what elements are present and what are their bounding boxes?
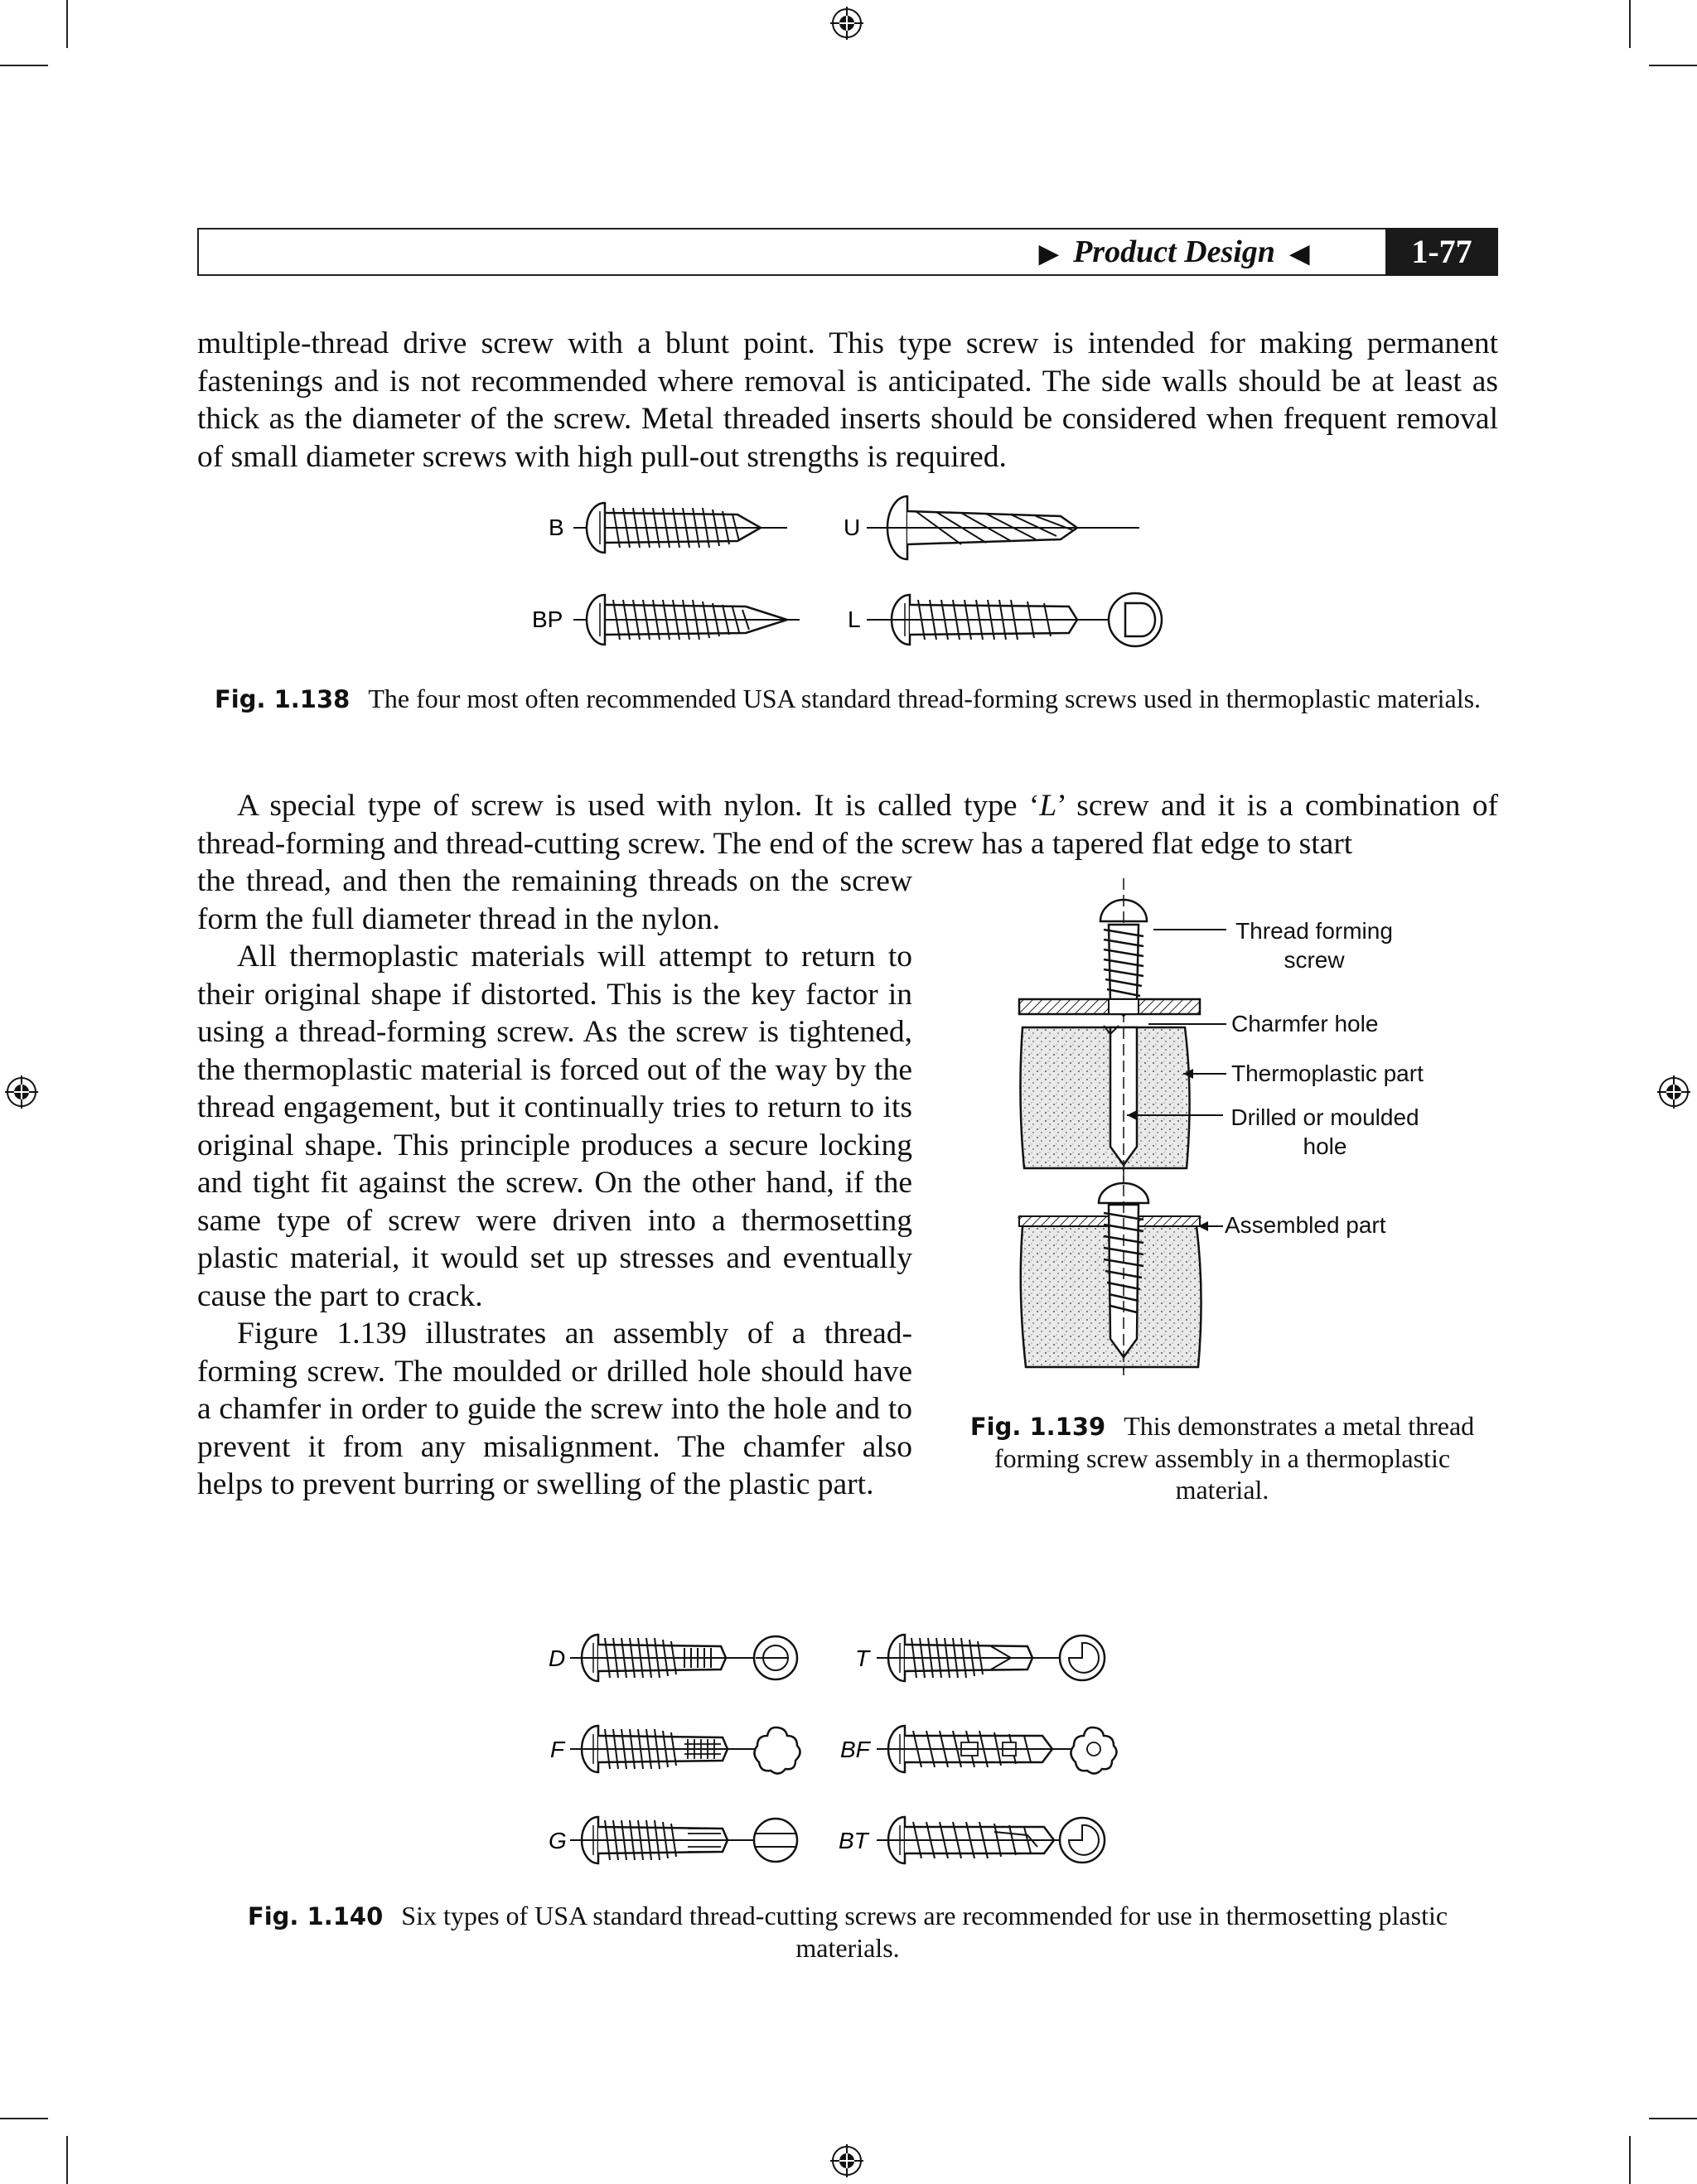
- paragraph-l-screw: [197, 787, 1498, 862]
- registration-mark-icon: [830, 2144, 863, 2177]
- fig138-caption-text: The four most often recommended USA standard thread-forming screws used in thermoplastic materials.: [368, 684, 1482, 713]
- left-column: [197, 862, 912, 1504]
- callout-drilled-hole-line-2: hole: [1303, 1133, 1347, 1159]
- callout-thread-forming-line-1: Thread forming: [1235, 918, 1393, 944]
- section-title-text: Product Design: [1073, 234, 1275, 269]
- callout-chamfer-hole: Charmfer hole: [1231, 1011, 1379, 1036]
- right-triangle-icon: ▶: [1039, 240, 1059, 268]
- section-title: [1024, 232, 1324, 272]
- screw-b-label: B: [549, 515, 564, 540]
- assembled-part: [1019, 1168, 1201, 1375]
- registration-mark-icon: [830, 7, 863, 40]
- crop-mark: [0, 65, 48, 66]
- registration-mark-icon: [1657, 1075, 1690, 1109]
- fig139-caption: [945, 1410, 1500, 1505]
- paragraph-col-3: Figure 1.139 illustrates an assembly of a thread-forming screw. The moulded or drilled hole should have a chamfer in order to guide the screw into the hole and to prevent it from any misalignment. The chamfer also helps to prevent burring or swelling of the plastic part.: [197, 1317, 912, 1501]
- screw-l-label: L: [848, 606, 861, 632]
- fig139-caption-text: This demonstrates a metal thread forming screw assembly in a thermoplastic material.: [994, 1411, 1475, 1505]
- fig140-label: Fig. 1.140: [247, 1902, 384, 1930]
- left-triangle-icon: ◀: [1289, 240, 1310, 268]
- screw-bf: [840, 1726, 1117, 1774]
- screw-g: [549, 1817, 797, 1863]
- fig139-label: Fig. 1.139: [969, 1413, 1106, 1441]
- fig140-drawing: [530, 1611, 1177, 1885]
- paragraph-l-screw-italic: L: [1039, 789, 1057, 823]
- crop-mark: [66, 2136, 68, 2184]
- fig140-caption: [197, 1900, 1498, 1964]
- screw-d-label: D: [549, 1645, 566, 1671]
- page-number: 1-77: [1385, 228, 1498, 276]
- crop-mark: [1629, 0, 1631, 48]
- callout-thread-forming-line-2: screw: [1284, 947, 1345, 973]
- paragraph-col-2: All thermoplastic materials will attempt to return to their original shape if distorted. This is the key factor in using a thread-forming screw. As the screw is tightened, the thermoplastic material is forced out of the way by the thread engagement, but it continually tries to return to its original shape. This principle produces a secure locking and tight fit against the screw. On the other hand, if the same type of screw were driven into a thermosetting plastic material, it would set up stresses and eventually cause the part to crack.: [197, 940, 912, 1313]
- fig138-label: Fig. 1.138: [214, 685, 351, 713]
- screw-f: [550, 1726, 800, 1774]
- callout-thread-forming: [1220, 916, 1409, 974]
- registration-mark-icon: [5, 1075, 38, 1109]
- screw-b: [549, 503, 787, 553]
- screw-bp-label: BP: [532, 606, 563, 632]
- callout-drilled-hole: [1223, 1103, 1427, 1161]
- screw-f-label: F: [550, 1737, 565, 1762]
- thermoplastic-part: [1020, 1026, 1189, 1168]
- callout-drilled-hole-line-1: Drilled or moulded: [1230, 1104, 1419, 1130]
- fig140-caption-text: Six types of USA standard thread-cutting screws are recommended for use in thermosetting plastic materials.: [401, 1901, 1448, 1963]
- paragraph-col-1: the thread, and then the remaining threads on the screw form the full diameter thread in the nylon.: [197, 864, 912, 936]
- crop-mark: [1649, 2118, 1697, 2119]
- screw-bf-label: BF: [840, 1737, 870, 1762]
- crop-mark: [1649, 65, 1697, 66]
- crop-mark: [66, 0, 68, 48]
- screw-bt-label: BT: [839, 1828, 868, 1853]
- screw-bt: [839, 1817, 1105, 1863]
- screw-u-label: U: [844, 515, 861, 540]
- crop-mark: [1629, 2136, 1631, 2184]
- callout-assembled-part: Assembled part: [1225, 1212, 1386, 1238]
- screw-g-label: G: [549, 1828, 567, 1853]
- screw-u: [844, 496, 1139, 559]
- paragraph-l-screw-text-b: ’ screw and it is a combination of thread-forming and thread-cutting screw. The end of the screw has a tapered flat edge to start: [197, 789, 1498, 861]
- paragraph-l-screw-text-a: A special type of screw is used with nylon. It is called type ‘: [237, 789, 1040, 823]
- fig138-drawing: [497, 485, 1210, 663]
- screw-t: [855, 1635, 1105, 1681]
- screw-l: [848, 593, 1162, 646]
- screw-d: [549, 1635, 797, 1681]
- paragraph-top: multiple-thread drive screw with a blunt point. This type screw is intended for making permanent fastenings and is not recommended where removal is anticipated. The side walls should be at least as thick as the diameter of the screw. Metal threaded inserts should be considered when frequent removal of small diameter screws with high pull-out strengths is required.: [197, 326, 1498, 474]
- fig138-caption: [197, 683, 1498, 715]
- screw-t-label: T: [855, 1645, 870, 1671]
- screw-bp: [532, 595, 800, 645]
- crop-mark: [0, 2118, 48, 2119]
- callout-thermoplastic-part: Thermoplastic part: [1231, 1061, 1424, 1086]
